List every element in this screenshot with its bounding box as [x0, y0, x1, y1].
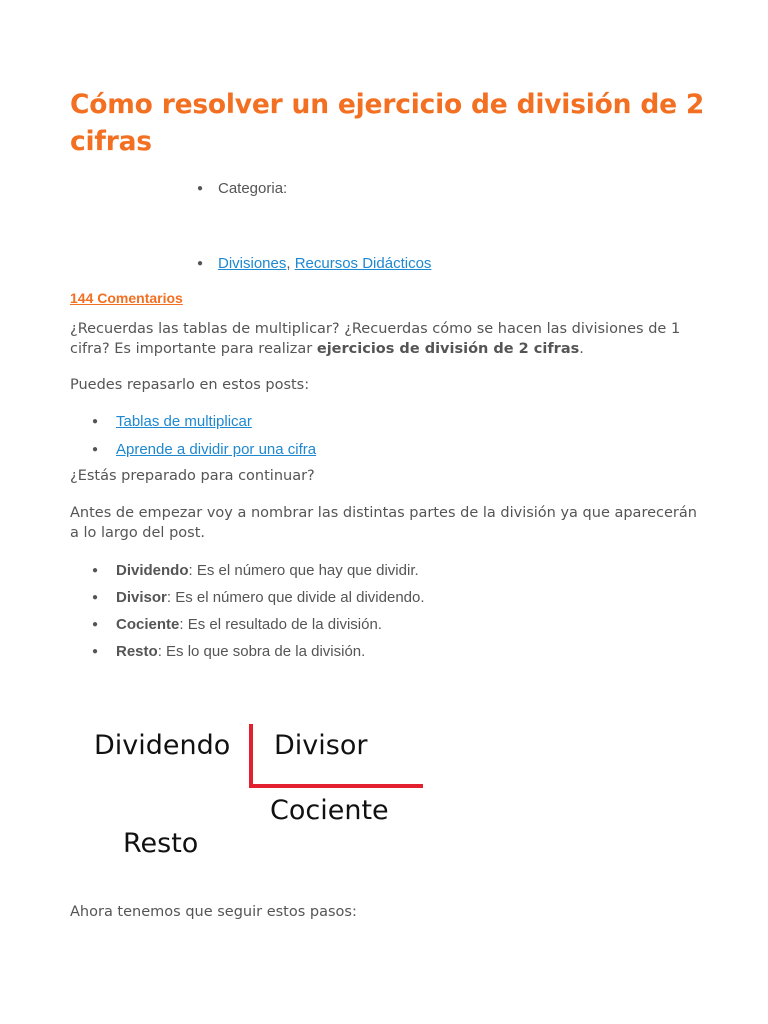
division-bracket-line: [251, 724, 423, 786]
part-definition: : Es el resultado de la división.: [179, 616, 382, 633]
diagram-dividend-label: Dividendo: [94, 730, 231, 761]
article-title: Cómo resolver un ejercicio de división de 2 cifras: [70, 89, 705, 157]
parts-list-item: [92, 643, 365, 660]
bullet-icon: ●: [92, 416, 99, 427]
next-steps-paragraph: Ahora tenemos que seguir estos pasos:: [70, 904, 357, 920]
category-separator: ,: [286, 255, 295, 272]
link-aprende-a-dividir[interactable]: Aprende a dividir por una cifra: [116, 441, 317, 458]
parts-list-item: [92, 616, 382, 633]
diagram-divisor-label: Divisor: [274, 730, 368, 761]
intro-text-end: .: [579, 341, 584, 357]
category-link-recursos-didacticos[interactable]: Recursos Didácticos: [294, 255, 432, 272]
review-list-item: [92, 413, 252, 430]
category-label: Categoria:: [218, 180, 288, 197]
category-link-divisiones[interactable]: Divisiones: [218, 255, 287, 272]
bullet-icon: ●: [92, 592, 99, 603]
category-label-item: [197, 180, 287, 197]
parts-list-item: [92, 589, 425, 606]
part-term: Dividendo: [116, 562, 189, 579]
part-term: Resto: [116, 643, 158, 660]
diagram-quotient-label: Cociente: [270, 795, 389, 826]
review-list-item: [92, 441, 316, 458]
intro-paragraph: [70, 319, 710, 359]
part-definition: : Es el número que divide al dividendo.: [166, 589, 425, 606]
bullet-icon: ●: [92, 619, 99, 630]
bullet-icon: ●: [197, 183, 204, 194]
bullet-icon: ●: [92, 565, 99, 576]
intro-bold-text: ejercicios de división de 2 cifras: [316, 341, 580, 357]
part-term: Divisor: [116, 589, 167, 606]
diagram-remainder-label: Resto: [123, 828, 199, 859]
division-parts-diagram: [70, 700, 490, 880]
link-tablas-de-multiplicar[interactable]: Tablas de multiplicar: [116, 413, 252, 430]
parts-intro-paragraph: Antes de empezar voy a nombrar las distintas partes de la división ya que aparecerán a lo largo del post.: [70, 505, 697, 541]
part-definition: : Es lo que sobra de la división.: [157, 643, 366, 660]
review-paragraph: Puedes repasarlo en estos posts:: [70, 377, 310, 393]
comments-link[interactable]: 144 Comentarios: [70, 290, 183, 306]
division-bracket: [70, 700, 490, 880]
category-links-item: [197, 255, 431, 272]
intro-text: ¿Recuerdas las tablas de multiplicar? ¿Recuerdas cómo se hacen las divisiones de 1 cifra? Es importante para realizar: [70, 321, 681, 357]
part-term: Cociente: [116, 616, 180, 633]
bullet-icon: ●: [92, 646, 99, 657]
parts-list-item: [92, 562, 419, 579]
part-definition: : Es el número que hay que dividir.: [188, 562, 419, 579]
bullet-icon: ●: [92, 444, 99, 455]
ready-question: ¿Estás preparado para continuar?: [70, 468, 315, 484]
bullet-icon: ●: [197, 258, 204, 269]
